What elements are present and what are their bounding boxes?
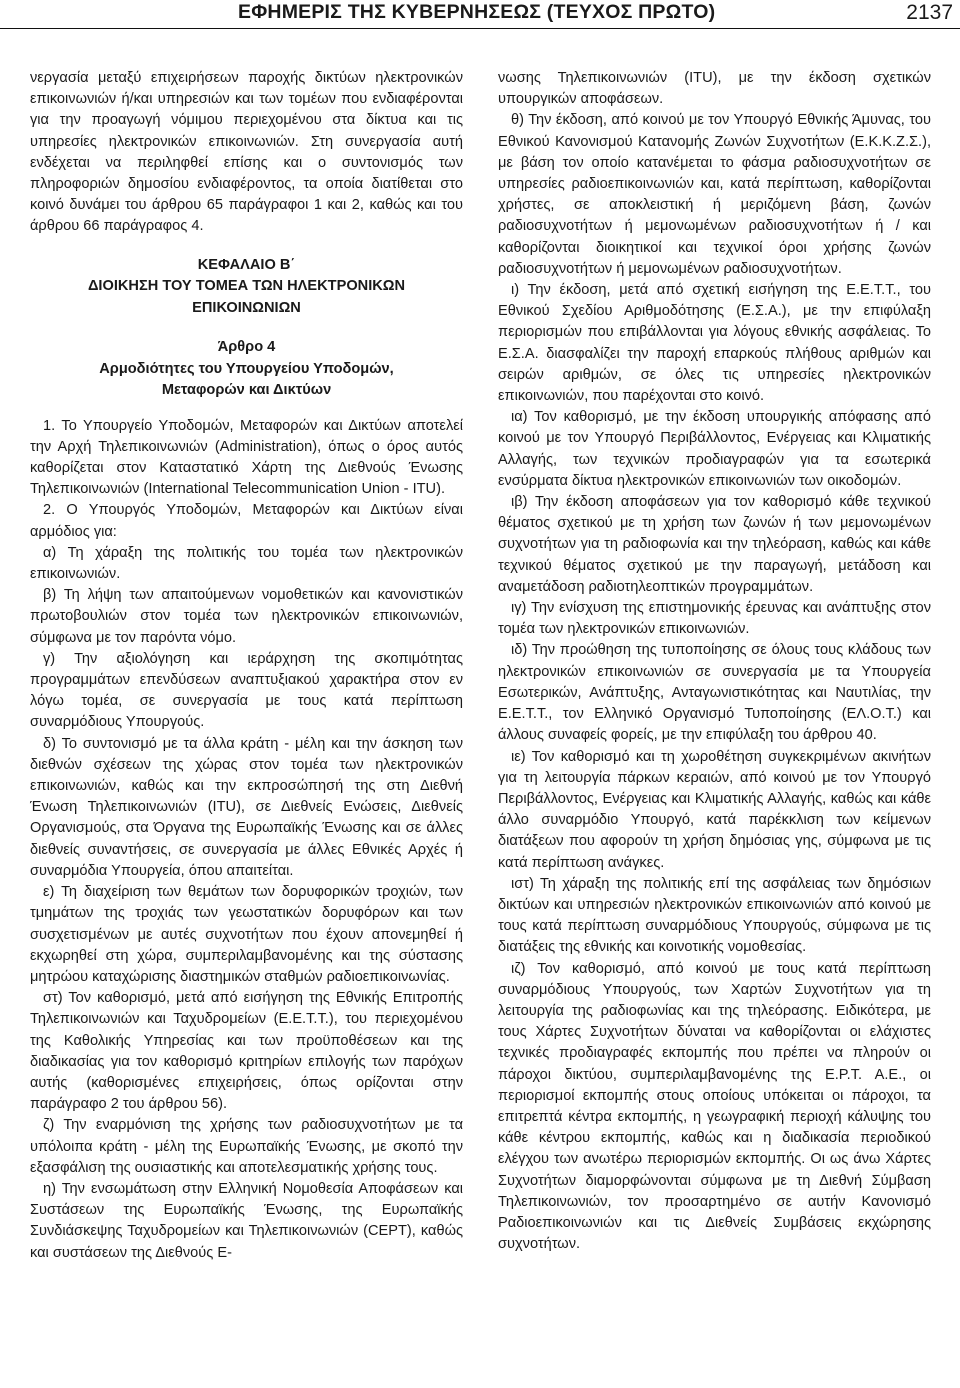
right-paragraph: ιδ) Την προώθηση της τυποποίησης σε όλους τους κλάδους των ηλεκτρονικών επικοινωνιών σε συνεργασία με τα Υπουργεία Εσωτερικών, Ανάπτυξης, Ανταγωνιστικότητας και Ναυτιλίας, την Ε.Ε.Τ.Τ., τον Ελληνικό Οργανισμό Τυποποίησης (ΕΛ.Ο.Τ.) και άλλους συναφείς φορείς, με την επιφύλαξη του άρθρου 40. — [498, 642, 931, 744]
right-paragraph: ιζ) Τον καθορισμό, από κοινού με τους κατά περίπτωση συναρμόδιους Υπουργούς, των Χαρτών Συχνοτήτων για τη λειτουργία της ραδιοφωνίας και της τηλεόρασης. Ειδικότερα, με τους Χάρτες Συχνοτήτων δύναται να καθορίζονται οι ελάχιστες τεχνικές προδιαγραφές εκπομπής που πρέπει να πληρούν οι πάροχοι δικτύου, συμπεριλαμβανομένης της Ε.Ρ.Τ. Α.Ε., οι περιορισμοί εκπομπής στους οποίους υπόκειται οι πάροχοι, τα επιτρεπτά κέντρα εκπομπής, η γεωγραφική περιοχή κάλυψης του κάθε κέντρου εκπομπής, καθώς και η διαδικασία περιοδικού ελέγχου των ανωτέρω περιορισμών εκπομπής. Οι ως άνω Χάρτες Συχνοτήτων διαμορφώνονται σύμφωνα με τη Διεθνή Σύμβαση Τηλεπικοινωνιών, τον προσαρτημένο σε αυτήν Κανονισμό Ραδιοεπικοινωνιών και τις Διεθνείς Συμβάσεις εκχώρησης συχνοτήτων. — [498, 960, 931, 1253]
right-column — [498, 68, 931, 1255]
left-paragraph: 1. Το Υπουργείο Υποδομών, Μεταφορών και Δικτύων αποτελεί την Αρχή Τηλεπικοινωνιών (Administration), όπως ο όρος αυτός καθορίζεται στον Καταστατικό Χάρτη της Διεθνούς Ένωσης Τηλεπικοινωνιών (International Telecommunication Union - ITU). — [30, 417, 463, 498]
chapter-title-line-2: ΕΠΙΚΟΙΝΩΝΙΩΝ — [192, 299, 301, 316]
article-title-line-1: Αρμοδιότητες του Υπουργείου Υποδομών, — [99, 360, 394, 377]
left-paragraph: δ) Το συντονισμό με τα άλλα κράτη - μέλη και την άσκηση των διεθνών σχέσεων της χώρας στον τομέα των ηλεκτρονικών επικοινωνιών, καθώς και την εκπροσώπησή της στη Διεθνή Ένωση Τηλεπικοινωνιών (ITU), σε Διεθνείς Ενώσεις, Διεθνείς Οργανισμούς, στα Όργανα της Ευρωπαϊκής Ένωσης και σε άλλες διεθνείς συναντήσεις, σε συνεργασία με άλλες Εθνικές Αρχές ή συναρμόδια Υπουργεία, όπου απαιτείται. — [30, 735, 463, 879]
left-paragraph: στ) Τον καθορισμό, μετά από εισήγηση της Εθνικής Επιτροπής Τηλεπικοινωνιών και Ταχυδρομείων (Ε.Ε.Τ.Τ.), του περιεχομένου της Καθολικής Υπηρεσίας και των προϋποθέσεων και της διαδικασίας για τον καθορισμό κριτηρίων επιλογής των παρόχων αυτής (καθορισμένες επιχειρήσεις, όπως ορίζονται στην παράγραφο 2 του άρθρου 56). — [30, 990, 463, 1113]
chapter-title-line-1: ΔΙΟΙΚΗΣΗ ΤΟΥ ΤΟΜΕΑ ΤΩΝ ΗΛΕΚΤΡΟΝΙΚΩΝ — [87, 278, 406, 295]
left-column — [30, 68, 463, 1264]
chapter-heading — [30, 255, 463, 320]
page-number: 2137 — [906, 1, 953, 24]
gazette-title: ΕΦΗΜΕΡΙΣ ΤΗΣ ΚΥΒΕΡΝΗΣΕΩΣ (ΤΕΥΧΟΣ ΠΡΩΤΟ) — [238, 1, 716, 23]
left-paragraph: ε) Τη διαχείριση των θεμάτων των δορυφορικών τροχιών, των τμημάτων της τροχιάς των γεωστατικών δορυφόρων και των συσχετισμένων με αυτές συχνοτήτων που έχουν απονεμηθεί ή εκχωρηθεί στη χώρα, συμπεριλαμβανομένης και της σύστασης μητρώου καταχώρισης διαστημικών σταθμών ραδιοεπικοινωνίας. — [30, 884, 463, 985]
right-paragraph: ι) Την έκδοση, μετά από σχετική εισήγηση της Ε.Ε.Τ.Τ., του Εθνικού Σχεδίου Αριθμοδότησης (Ε.Σ.Α.), με την επιφύλαξη περιορισμών που επιβάλλονται για λόγους εθνικής ασφάλειας. Το Ε.Σ.Α. διασφαλίζει την παροχή επαρκούς πλήθους αριθμών και σειρών αριθμών, σε όλες τις υπηρεσίες ηλεκτρονικών επικοινωνιών, που παρέχονται στο κοινό. — [498, 282, 931, 405]
right-paragraph: νωσης Τηλεπικοινωνιών (ITU), με την έκδοση σχετικών υπουργικών αποφάσεων. — [498, 70, 931, 108]
article-title-line-2: Μεταφορών και Δικτύων — [161, 382, 332, 399]
left-paragraph: β) Τη λήψη των απαιτούμενων νομοθετικών και κανονιστικών πρωτοβουλιών στον τομέα των ηλεκτρονικών επικοινωνιών, σύμφωνα με τον παρόντα νόμο. — [30, 587, 463, 646]
page-header — [0, 0, 960, 29]
chapter-label: ΚΕΦΑΛΑΙΟ Β΄ — [197, 256, 296, 273]
right-paragraph: θ) Την έκδοση, από κοινού με τον Υπουργό Εθνικής Άμυνας, του Εθνικού Κανονισμού Κατανομής Ζωνών Συχνοτήτων (Ε.Κ.Κ.Ζ.Σ.), με βάση τον οποίο κατανέμεται το φάσμα ραδιοσυχνοτήτων σε υπηρεσίες ραδιοεπικοινωνιών και, κατά περίπτωση, καθορίζονται χρήστες, σε αποκλειστική ή μεριζόμενη βάση, ζωνών ραδιοσυχνοτήτων ή μεμονωμένων ραδιοσυχνοτήτων ή / και καθορίζονται διοικητικοί και τεχνικοί όροι χρήσης ζωνών ραδιοσυχνοτήτων ή μεμονωμένων ραδιοσυχνοτήτων. — [498, 112, 931, 277]
right-paragraph: ιστ) Τη χάραξη της πολιτικής επί της ασφάλειας των δημόσιων δικτύων και υπηρεσιών ηλεκτρονικών επικοινωνιών από κοινού με τους κατά περίπτωση συναρμόδιους Υπουργούς, σύμφωνα με τις διατάξεις της εθνικής και κοινοτικής νομοθεσίας. — [498, 875, 931, 956]
right-paragraph: ια) Τον καθορισμό, με την έκδοση υπουργικής απόφασης από κοινού με τον Υπουργό Περιβάλλοντος, Ενέργειας και Κλιματικής Αλλαγής, των τεχνικών προδιαγραφών για τα εσωτερικά ενσύρματα δίκτυα ηλεκτρονικών επικοινωνιών των οικοδομών. — [498, 409, 931, 489]
article-heading — [30, 337, 463, 402]
right-paragraph: ιε) Τον καθορισμό και τη χωροθέτηση συγκεκριμένων ακινήτων για τη λειτουργία πάρκων κεραιών, από κοινού με τον Υπουργό Περιβάλλοντος, Ενέργειας και Κλιματικής Αλλαγής, καθώς και κάθε άλλο συναρμόδιο Υπουργό, κατά παρέκκλιση των κείμενων διατάξεων που αφορούν τη χρήση δημόσιας γης, σύμφωνα με τις κατά περίπτωση ανάγκες. — [498, 748, 931, 871]
left-paragraph: η) Την ενσωμάτωση στην Ελληνική Νομοθεσία Αποφάσεων και Συστάσεων της Ευρωπαϊκής Ένωσης, της Ευρωπαϊκής Συνδιάσκεψης Ταχυδρομείων και Τηλεπικοινωνιών (CEPT), καθώς και συστάσεων της Διεθνούς Ε- — [30, 1180, 463, 1261]
article-label: Άρθρο 4 — [217, 339, 276, 356]
left-paragraph: γ) Την αξιολόγηση και ιεράρχηση της σκοπιμότητας προγραμμάτων επενδύσεων αναπτυξιακού χαρακτήρα στον εν λόγω τομέα, σε συνεργασία με τους κατά περίπτωση συναρμόδιους Υπουργούς. — [30, 650, 463, 731]
intro-paragraph: νεργασία μεταξύ επιχειρήσεων παροχής δικτύων ηλεκτρονικών επικοινωνιών ή/και υπηρεσιών και των τομέων που ενδιαφέρονται για την προαγωγή νόμιμου περιεχομένου στα δίκτυα και τις υπηρεσίες ηλεκτρονικών επικοινωνιών. Στη συνεργασία αυτή ενδέχεται να περιληφθεί επίσης και ο συντονισμός των πληροφοριών δημοσίου ενδιαφέροντος, τα οποία διατίθεται στο κοινό δυνάμει του άρθρου 65 παράγραφοι 1 και 2, καθώς και του άρθρου 66 παράγραφος 4. — [30, 70, 463, 235]
left-paragraph: ζ) Την εναρμόνιση της χρήσης των ραδιοσυχνοτήτων με τα υπόλοιπα κράτη - μέλη της Ευρωπαϊκής Ένωσης, με σκοπό την εξασφάλιση της ουσιαστικής και αποτελεσματικής χρήσης τους. — [30, 1117, 463, 1176]
right-paragraph: ιβ) Την έκδοση αποφάσεων για τον καθορισμό κάθε τεχνικού θέματος σχετικού με τη χρήση των ζωνών ή των μεμονωμένων συχνοτήτων για τη ραδιοφωνία και την τηλεόραση, καθώς και κάθε τεχνικού θέματος σχετικού με την παραγωγή, μετάδοση και αναμετάδοση ραδιοτηλεοπτικών προγραμμάτων. — [498, 494, 931, 595]
right-paragraph: ιγ) Την ενίσχυση της επιστημονικής έρευνας και ανάπτυξης στον τομέα των ηλεκτρονικών επικοινωνιών. — [498, 600, 931, 638]
left-paragraph: α) Τη χάραξη της πολιτικής του τομέα των ηλεκτρονικών επικοινωνιών. — [30, 544, 463, 583]
left-paragraph: 2. Ο Υπουργός Υποδομών, Μεταφορών και Δικτύων είναι αρμόδιος για: — [30, 502, 463, 540]
